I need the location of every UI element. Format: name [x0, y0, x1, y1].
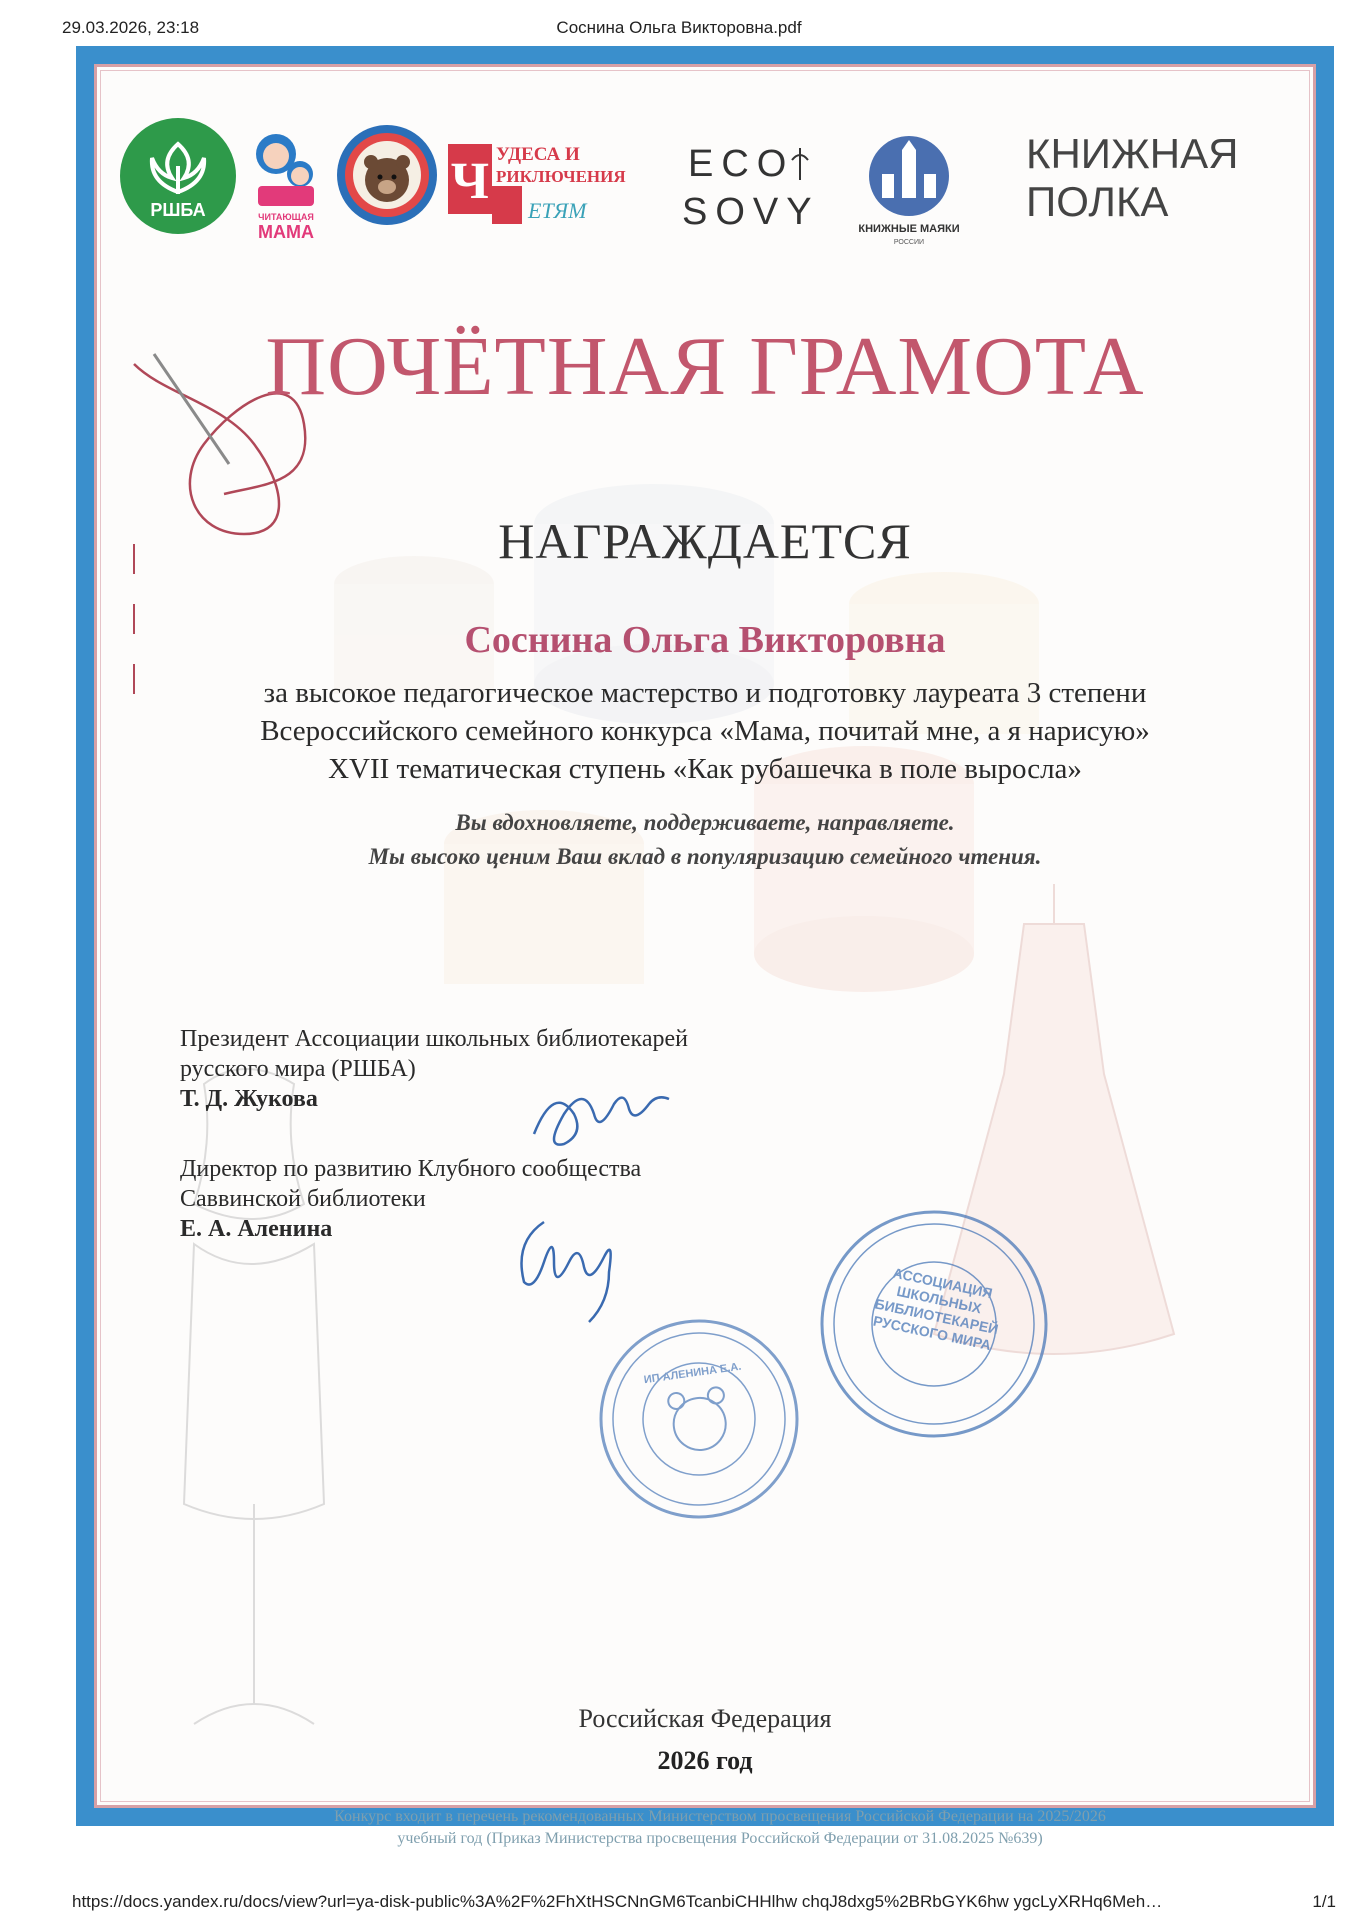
print-page-counter: 1/1 — [1312, 1892, 1336, 1911]
signatory-2-position-line2: Саввинской библиотеки — [180, 1186, 426, 1212]
thanks-text — [194, 806, 1216, 874]
reading-mom-top-text: ЧИТАЮЩАЯ — [258, 212, 314, 222]
award-reason-line: Всероссийского семейного конкурса «Мама, почитай мне, а я нарисую» — [260, 715, 1150, 747]
signatory-1-position-line2: русского мира (РШБА) — [180, 1056, 416, 1082]
signatory-2-name: Е. А. Аленина — [180, 1216, 333, 1242]
chudesa-line1: УДЕСА И — [496, 144, 580, 165]
mayaki-line2: РОССИИ — [893, 239, 925, 246]
print-datetime: 29.03.2026, 23:18 — [62, 18, 200, 37]
print-footer — [0, 1880, 1358, 1920]
thanks-line: Вы вдохновляете, поддерживаете, направляете. — [455, 810, 955, 835]
knizhnaya-polka-logo — [1026, 130, 1286, 230]
ministry-note-line: учебный год (Приказ Министерства просвещения Российской Федерации от 31.08.2025 №639) — [397, 1830, 1043, 1847]
signatory-1-position-line1: Президент Ассоциации школьных библиотекарей — [180, 1026, 688, 1052]
chudesa-line2: РИКЛЮЧЕНИЯ — [496, 167, 626, 186]
ministry-note — [204, 1806, 1236, 1850]
award-reason — [194, 674, 1216, 788]
signature-2-image — [504, 1192, 654, 1292]
reading-mom-bottom-text: МАМА — [258, 222, 314, 242]
award-reason-line: XVII тематическая ступень «Как рубашечка в поле выросла» — [328, 753, 1082, 785]
awarded-heading: НАГРАЖДАЕТСЯ — [498, 513, 912, 569]
ip-stamp — [594, 1314, 804, 1524]
eco-sovy-logo — [678, 140, 828, 233]
ministry-note-line: Конкурс входит в перечень рекомендованных Министерством просвещения Российской Федерации на 2025/2026 — [334, 1808, 1106, 1825]
award-reason-line: за высокое педагогическое мастерство и подготовку лауреата 3 степени — [263, 677, 1147, 709]
eco-bottom-text: SOVY — [682, 191, 820, 233]
signatory-2-position-line1: Директор по развитию Клубного сообщества — [180, 1156, 642, 1182]
rshba-stamp — [814, 1204, 1054, 1444]
polka-line1: КНИЖНАЯ — [1026, 130, 1239, 177]
rshba-stamp-text: АССОЦИАЦИЯ ШКОЛЬНЫХ БИБЛИОТЕКАРЕЙ РУССКОГО МИРА — [871, 1264, 1000, 1354]
polka-line2: ПОЛКА — [1026, 178, 1169, 225]
rshba-logo — [118, 116, 238, 236]
certificate-page — [94, 64, 1316, 1847]
knizhnye-mayaki-logo — [844, 128, 974, 248]
print-document-title: Соснина Ольга Викторовна.pdf — [556, 18, 802, 37]
chudesa-line3: ЕТЯМ — [528, 198, 587, 223]
thanks-line: Мы высоко ценим Ваш вклад в популяризацию семейного чтения. — [368, 844, 1042, 869]
print-url: https://docs.yandex.ru/docs/view?url=ya-disk-public%3A%2F%2FhXtHSCNnGM6TcanbiCHHlhw chqJ8dxg5%2BRbGYK6hw ygcLyXRHq6Meh… — [72, 1892, 1163, 1911]
rshba-logo-text: РШБА — [150, 200, 206, 220]
year-label: 2026 год — [657, 1746, 753, 1775]
ip-stamp-text: ИП АЛЕНИНА Е.А. — [643, 1360, 743, 1387]
signatory-1-name: Т. Д. Жукова — [180, 1086, 318, 1112]
certificate-title: ПОЧЁТНАЯ ГРАМОТА — [265, 320, 1145, 413]
mayaki-line1: КНИЖНЫЕ МАЯКИ — [858, 223, 960, 235]
recipient-name: Соснина Ольга Викторовна — [464, 619, 946, 661]
print-header — [0, 0, 1358, 40]
chudesa-logo — [448, 134, 648, 234]
svg-text:Ч: Ч — [450, 153, 490, 210]
signature-1-image — [524, 1074, 684, 1154]
eco-top-text: ECO — [688, 143, 795, 185]
bear-logo — [334, 122, 440, 228]
certificate-frame — [76, 46, 1334, 1847]
partner-logos — [94, 104, 1316, 264]
country-label: Российская Федерация — [578, 1704, 832, 1733]
reading-mom-logo — [246, 124, 326, 244]
